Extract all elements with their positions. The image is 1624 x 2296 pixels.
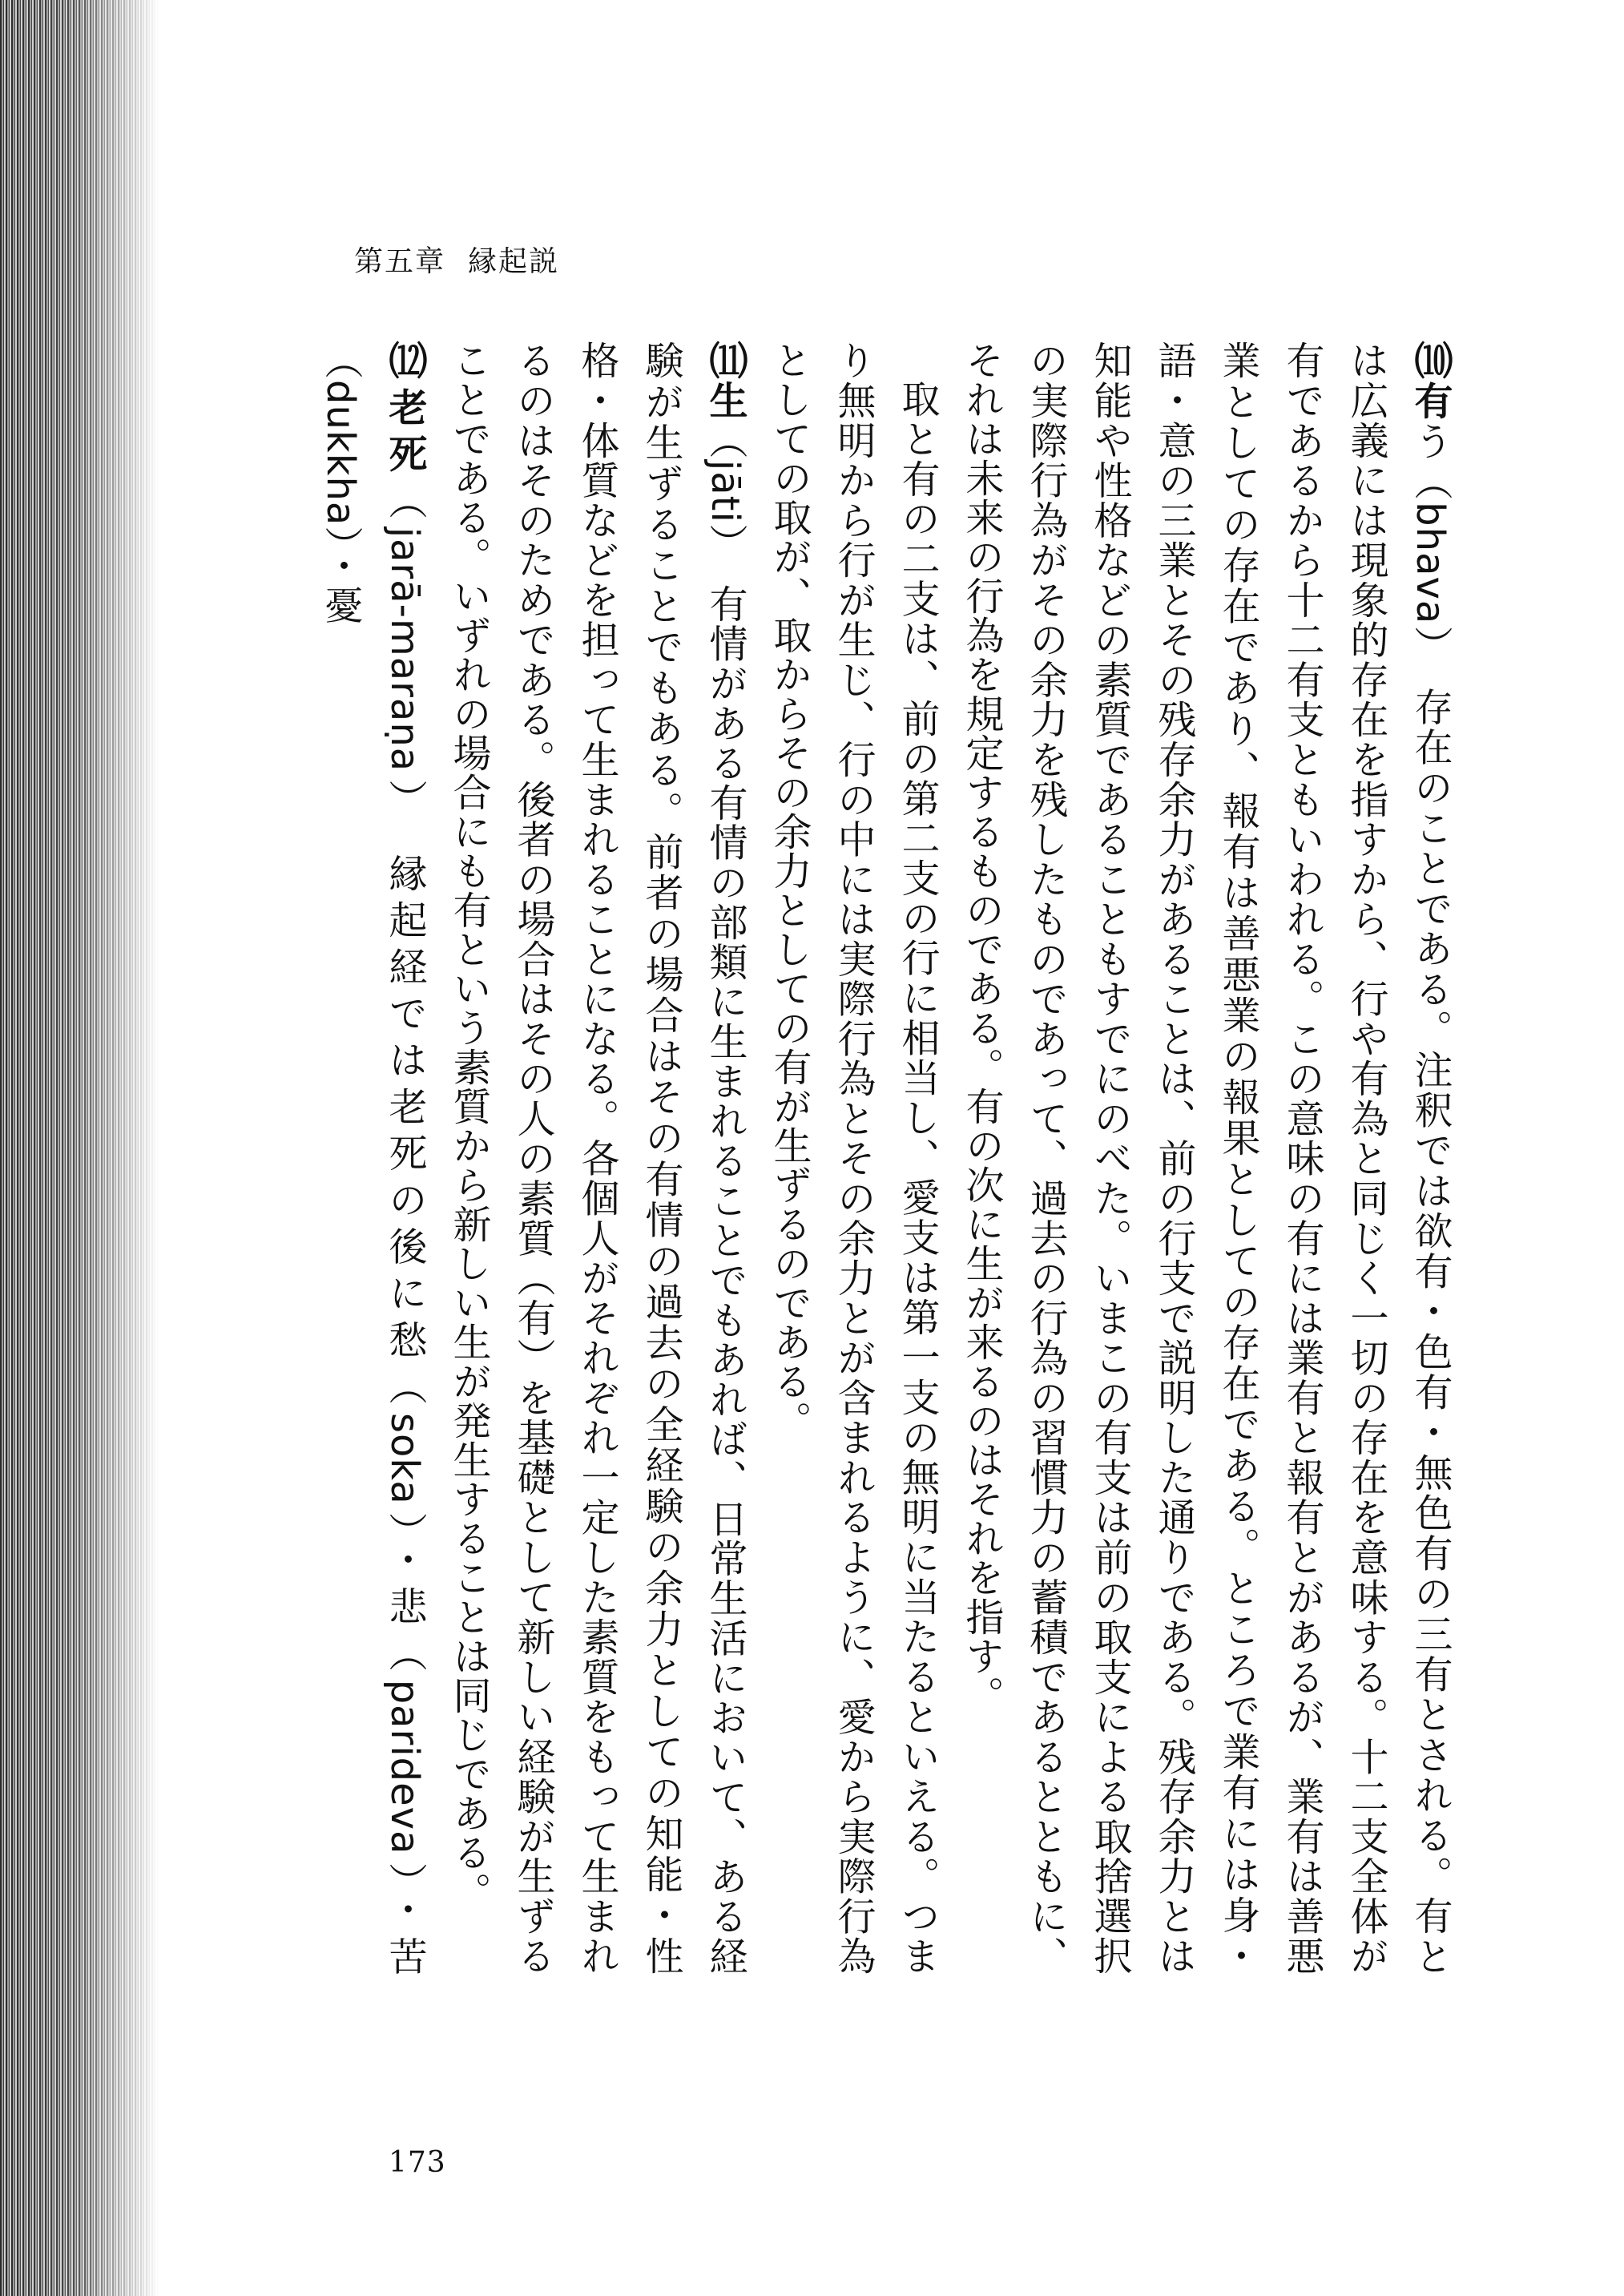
item-11-number: ⑾ <box>703 341 748 381</box>
item-10-sanskrit: （bhava） <box>1408 461 1453 647</box>
item-10-bhava <box>949 341 1462 1975</box>
item-12-sanskrit: （jarā-maraṇa） <box>382 480 427 807</box>
page-number: 173 <box>389 2146 446 2179</box>
item-11-term: 生 <box>703 380 748 421</box>
item-11-jati <box>437 341 757 1975</box>
item-12-term: 老死 <box>382 387 427 481</box>
item-10-reading: う <box>1408 421 1453 462</box>
item-10-number: ⑽ <box>1408 341 1453 381</box>
item-12-jara-marana <box>308 341 437 1975</box>
item-11-sanskrit: （jāti） <box>703 420 748 545</box>
book-binding-shadow <box>0 0 160 2296</box>
item-12-text: 縁起経では老死の後に愁（soka）・悲（parideva）・苦（dukkha）・憂 <box>318 341 427 1975</box>
chapter-title: 縁起説 <box>468 245 560 278</box>
item-10-term: 有 <box>1408 381 1453 422</box>
item-10-text: 存在のことである。注釈では欲有・色有・無色有の三有とされる。有とは広義には現象的存在を指すから、行や有為と同じく一切の存在を意味する。十二支全体が有であるから十二有支ともいわれる。この意味の有には業有と報有とがあるが、業有は善悪業としての存在であり、報有は善悪業の報果としての存在である。ところで業有には身・語・意の三業とその残存余力があることは、前の行支で説明した通りである。残存余力とは知能や性格などの素質であることもすでにのべた。いまこの有支は前の取支による取捨選択の実際行為がその余力を残したものであって、過去の行為の習慣力の蓄積であるとともに、それは未来の行為を規定するものである。有の次に生が来るのはそれを指す。 <box>959 341 1453 1975</box>
running-header <box>354 239 559 280</box>
body-text <box>212 341 1462 1975</box>
chapter-label: 第五章 <box>354 245 446 278</box>
item-12-number: ⑿ <box>382 341 427 388</box>
item-11-text: 有情がある有情の部類に生まれることでもあれば、日常生活において、ある経験が生ずることでもある。前者の場合はその有情の過去の全経験の余力としての知能・性格・体質などを担って生まれることになる。各個人がそれぞれ一定した素質をもって生まれるのはそのためである。後者の場合はその人の素質（有）を基礎として新しい経験が生ずることである。いずれの場合にも有という素質から新しい生が発生することは同じである。 <box>446 341 748 1975</box>
summary-paragraph: 取と有の二支は、前の第二支の行に相当し、愛支は第一支の無明に当たるといえる。つまり無明から行が生じ、行の中には実際行為とその余力とが含まれるように、愛から実際行為としての取が、取からその余力としての有が生ずるのである。 <box>767 341 940 1975</box>
